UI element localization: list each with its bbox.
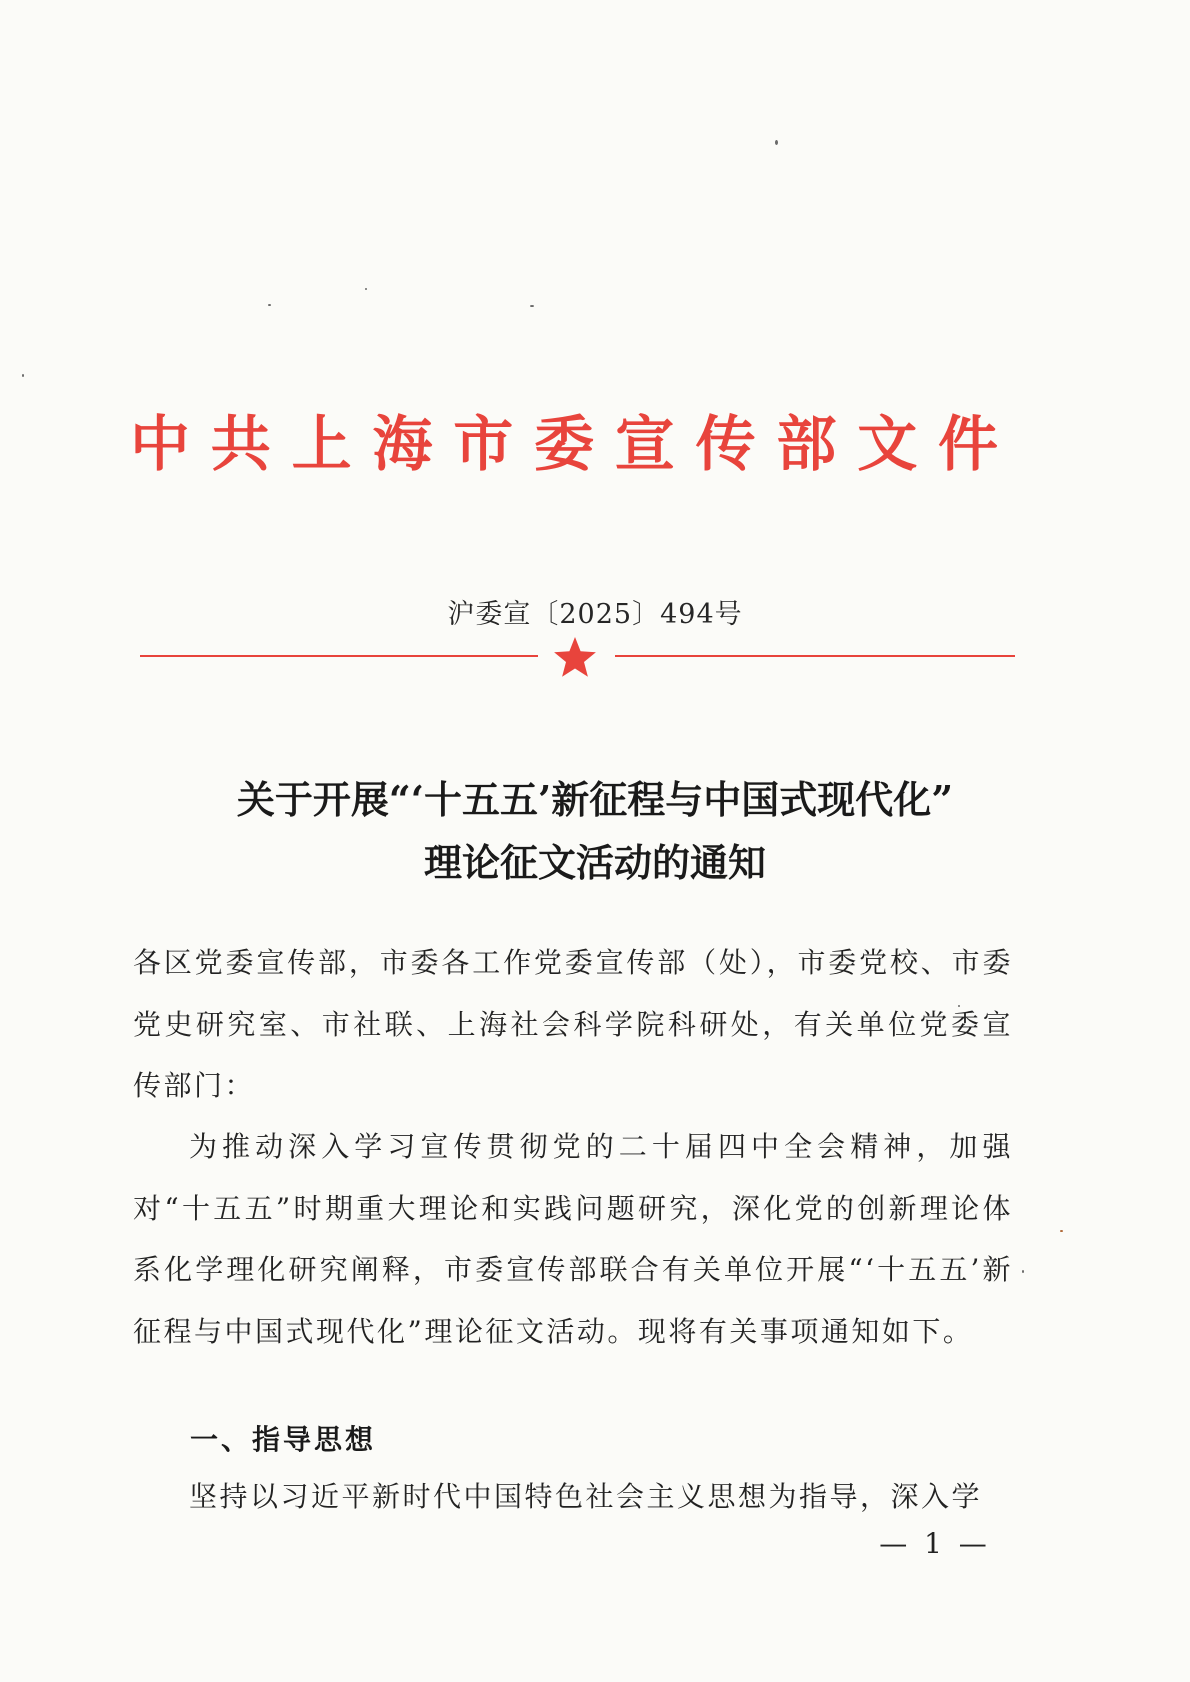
guiding-text: 坚持以习近平新时代中国特色社会主义思想为指导，深入学: [189, 1480, 983, 1513]
intro-paragraph: [133, 1116, 1013, 1362]
scan-speck: [268, 304, 271, 306]
header-rule-right: [615, 655, 1015, 657]
document-number: 沪委宣〔2025〕494号: [447, 599, 743, 630]
header-rule-left: [140, 655, 538, 657]
notice-title-line-2: 理论征文活动的通知: [423, 840, 766, 885]
scan-speck: [1022, 1270, 1024, 1273]
issuer-header: 中共上海市委宣传部文件: [130, 410, 1000, 480]
guiding-paragraph: [133, 1466, 1013, 1528]
notice-title-line-1: 关于开展“‘十五五’新征程与中国式现代化”: [236, 777, 954, 822]
red-star-icon: [553, 635, 597, 679]
page-number: — 1 —: [879, 1527, 991, 1560]
addressee-text: 各区党委宣传部，市委各工作党委宣传部（处），市委党校、市委党史研究室、市社联、上海社会科学院科研处，有关单位党委宣传部门：: [133, 946, 1013, 1102]
scan-speck: [1060, 1230, 1063, 1232]
section-heading: 一、指导思想: [190, 1423, 377, 1456]
addressee-paragraph: [133, 932, 1013, 1117]
intro-text: 为推动深入学习宣传贯彻党的二十届四中全会精神，加强对“十五五”时期重大理论和实践问题研究，深化党的创新理论体系化学理化研究阐释，市委宣传部联合有关单位开展“‘十五五’新征程与中国式现代化”理论征文活动。现将有关事项通知如下。: [133, 1130, 1013, 1348]
scan-speck: [365, 288, 367, 290]
scan-speck: [775, 140, 778, 145]
scan-speck: [530, 305, 534, 307]
scan-speck: [22, 374, 24, 377]
